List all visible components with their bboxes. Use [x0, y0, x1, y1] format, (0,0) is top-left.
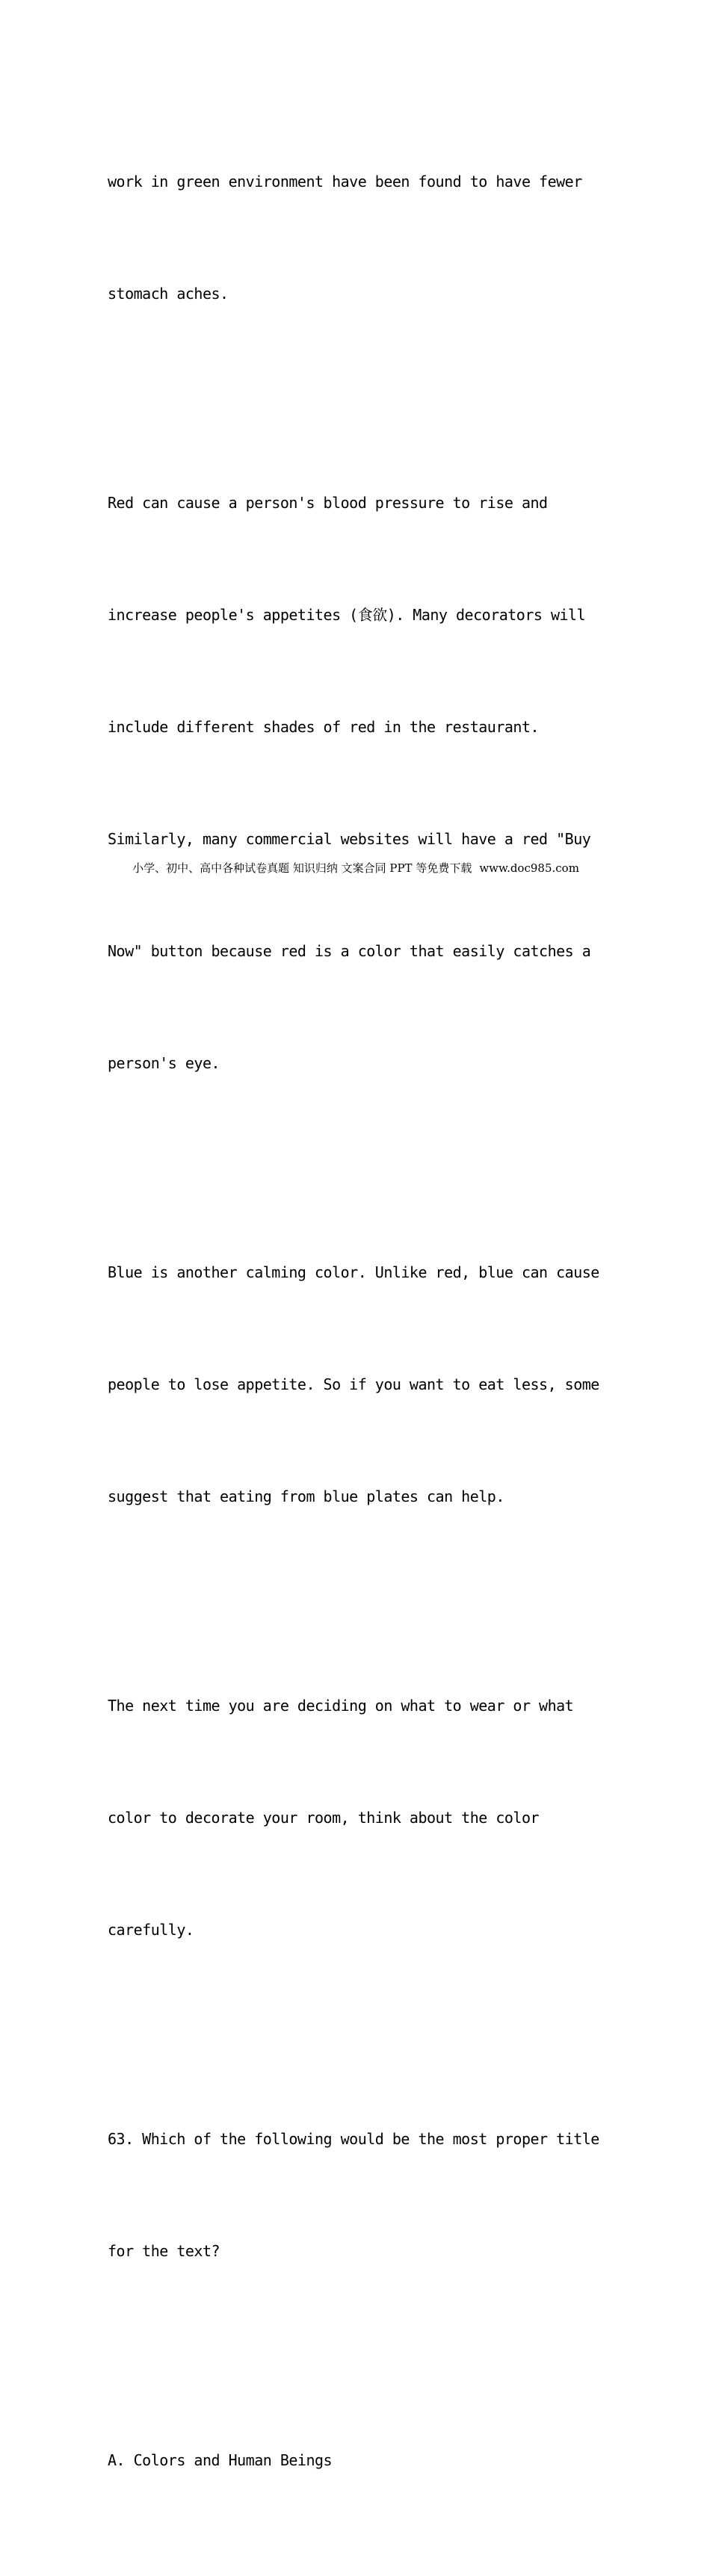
text-line: stomach aches.: [108, 285, 229, 303]
text-line: people to lose appetite. So if you want to eat less, some: [108, 1375, 599, 1393]
paragraph-blue: [108, 1179, 601, 1590]
text-line: Similarly, many commercial websites will have a red "Buy: [108, 830, 591, 848]
text-line: A. Colors and Human Beings: [108, 2451, 333, 2469]
text-line: suggest that eating from blue plates can help.: [108, 1487, 504, 1505]
option-a: [108, 2367, 601, 2554]
text-line: Now" button because red is a color that easily catches a: [108, 942, 591, 960]
page-footer: [0, 860, 710, 876]
text-line: Red can cause a person's blood pressure to rise and: [108, 494, 548, 512]
text-line: increase people's appetites (食欲). Many decorators will: [108, 606, 586, 624]
footer-content: [132, 860, 579, 876]
document-body: [108, 88, 601, 2576]
text-line: color to decorate your room, think about the color: [108, 1809, 540, 1827]
text-line: person's eye.: [108, 1054, 220, 1072]
text-line: Blue is another calming color. Unlike red, blue can cause: [108, 1263, 599, 1281]
text-line: 63. Which of the following would be the most proper title: [108, 2130, 599, 2148]
question-63: [108, 2046, 601, 2344]
paragraph-green: [108, 88, 601, 387]
footer-url: www.doc985.com: [479, 861, 579, 875]
paragraph-red: [108, 409, 601, 1157]
paragraph-conclusion: [108, 1612, 601, 2023]
text-line: carefully.: [108, 1921, 194, 1939]
footer-text: 小学、初中、高中各种试卷真题 知识归纳 文案合同 PPT 等免费下载: [132, 861, 472, 875]
text-line: for the text?: [108, 2242, 220, 2260]
text-line: The next time you are deciding on what to wear or what: [108, 1697, 574, 1715]
text-line: include different shades of red in the restaurant.: [108, 718, 540, 736]
text-line: work in green environment have been found to have fewer: [108, 173, 582, 191]
